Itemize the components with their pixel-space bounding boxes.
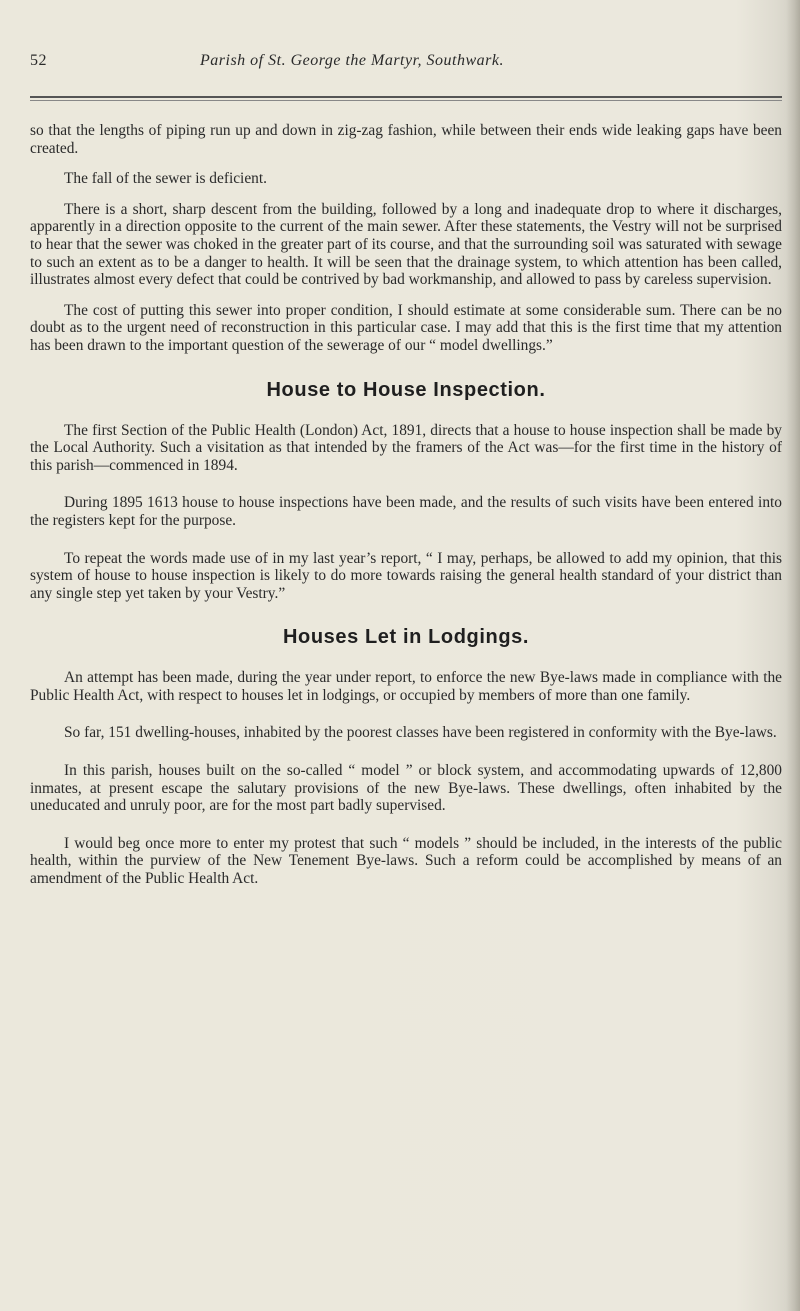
paragraph: There is a short, sharp descent from the building, followed by a long and inadequate drop to where it discharges, apparently in a direction opposite to the current of the main sewer. After these statements, the Vestry will not be surprised to hear that the sewer was choked in the greater part of its course, and that the surrounding soil was saturated with sewage to such an extent as to be a danger to health. It will be seen that the drainage system, to which attention has been called, illustrates almost every defect that could be contrived by bad workmanship, and allowed to pass by careless supervision. xyxy=(30,200,782,289)
header-rule xyxy=(30,96,782,98)
header-rule-thin xyxy=(30,100,782,101)
paragraph: The fall of the sewer is deficient. xyxy=(64,170,267,188)
paragraph: The cost of putting this sewer into proper condition, I should estimate at some considerable sum. There can be no doubt as to the urgent need of reconstruction in this particular case. I may add that this is the first time that my attention has been drawn to the important question of the sewerage of our “ model dwellings.” xyxy=(30,301,782,354)
running-title: Parish of St. George the Martyr, Southwark. xyxy=(200,52,504,69)
page-edge-shadow xyxy=(786,0,800,1311)
page-body xyxy=(30,122,782,888)
paragraph: An attempt has been made, during the year under report, to enforce the new Bye-laws made in compliance with the Public Health Act, with respect to houses let in lodgings, or occupied by members of more than one family. xyxy=(30,669,782,704)
page-header xyxy=(30,52,770,76)
paragraph: During 1895 1613 house to house inspections have been made, and the results of such visits have been entered into the registers kept for the purpose. xyxy=(30,494,782,529)
paragraph: In this parish, houses built on the so-called “ model ” or block system, and accommodating upwards of 12,800 inmates, at present escape the salutary provisions of the new Bye-laws. These dwellings, often inhabited by the uneducated and unruly poor, are for the most part badly supervised. xyxy=(30,762,782,815)
page-number: 52 xyxy=(30,52,47,69)
section-heading-lodgings: Houses Let in Lodgings. xyxy=(282,626,530,649)
paragraph: so that the lengths of piping run up and down in zig-zag fashion, while between their ends wide leaking gaps have been created. xyxy=(30,122,782,157)
paragraph: To repeat the words made use of in my last year’s report, “ I may, perhaps, be allowed to add my opinion, that this system of house to house inspection is likely to do more towards raising the general health standard of your district than any single step yet taken by your Vestry.” xyxy=(30,549,782,602)
paragraph: I would beg once more to enter my protest that such “ models ” should be included, in the interests of the public health, within the purview of the New Tenement Bye-laws. Such a reform could be accomplished by means of an amendment of the Public Health Act. xyxy=(30,834,782,888)
paragraph: The first Section of the Public Health (London) Act, 1891, directs that a house to house inspection shall be made by the Local Authority. Such a visitation as that intended by the framers of the Act was—for the first time in the history of this parish—commenced in 1894. xyxy=(30,421,782,474)
paragraph: So far, 151 dwelling-houses, inhabited by the poorest classes have been registered in conformity with the Bye-laws. xyxy=(64,724,777,742)
section-heading-house-inspection: House to House Inspection. xyxy=(266,378,546,401)
